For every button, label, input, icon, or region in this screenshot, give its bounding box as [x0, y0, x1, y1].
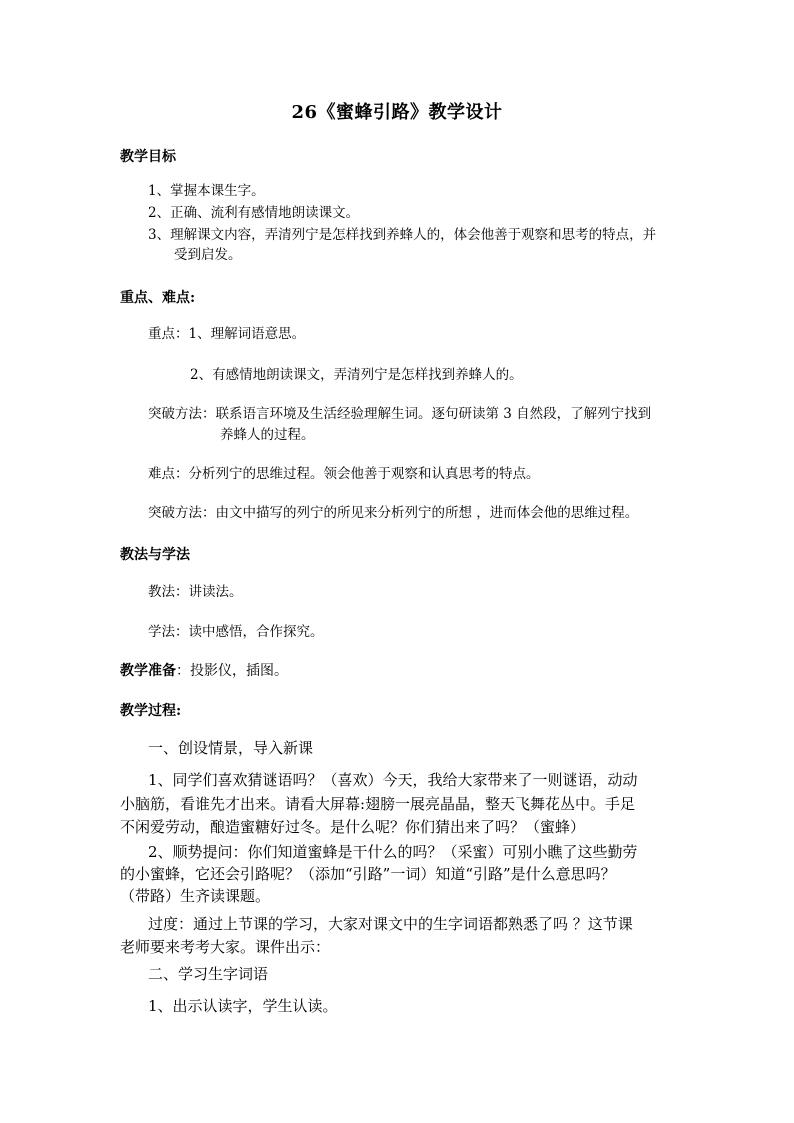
section-2-heading: 二、学习生字词语: [148, 965, 269, 983]
teaching-method: 教法：讲读法。: [148, 584, 243, 600]
key-points-heading: 重点、难点:: [120, 290, 196, 306]
paragraph-3-line-2: 老师要来考考大家。课件出示：: [120, 938, 331, 956]
section-1-heading: 一、创设情景，导入新课: [148, 739, 314, 757]
paragraph-1-line-2: 小脑筋，看谁先才出来。请看大屏幕:翅膀一展亮晶晶，整天飞舞花丛中。手足: [120, 795, 636, 813]
objective-item-3: 3、理解课文内容，弄清列宁是怎样找到养蜂人的，体会他善于观察和思考的特点，并: [148, 227, 657, 243]
paragraph-2-line-1: 2、顺势提问：你们知道蜜蜂是干什么的吗？（采蜜）可别小瞧了这些勤劳: [148, 843, 638, 861]
paragraph-1-line-3: 不闲爱劳动，酿造蜜糖好过冬。是什么呢？你们猜出来了吗？（蜜蜂）: [120, 818, 586, 836]
paragraph-2-line-2: 的小蜜蜂，它还会引路呢？（添加“引路”一词）知道“引路”是什么意思吗？: [120, 865, 616, 883]
objective-item-3-cont: 受到启发。: [174, 247, 242, 263]
paragraph-4: 1、出示认读字，学生认读。: [148, 997, 338, 1015]
focus-point-1: 重点：1、理解词语意思。: [148, 326, 306, 342]
preparation-text: ：投影仪，插图。: [176, 663, 288, 679]
focus-point-2: 2、有感情地朗读课文，弄清列宁是怎样找到养蜂人的。: [190, 367, 523, 383]
methods-heading: 教法与学法: [120, 547, 190, 563]
difficulty-point: 难点：分析列宁的思维过程。领会他善于观察和认真思考的特点。: [148, 466, 540, 482]
paragraph-3-line-1: 过度：通过上节课的学习，大家对课文中的生字词语都熟悉了吗 ？这节课: [148, 915, 633, 933]
preparation-label: 教学准备: [120, 663, 176, 679]
paragraph-1-line-1: 1、同学们喜欢猜谜语吗？（喜欢）今天，我给大家带来了一则谜语，动动: [148, 771, 638, 789]
paragraph-2-line-3: （带路）生齐读课题。: [120, 887, 271, 905]
method-2: 突破方法：由文中描写的列宁的所见来分析列宁的所想 ，进而体会他的思维过程。: [148, 505, 639, 521]
preparation-line: [120, 661, 288, 681]
method-1-line-1: 突破方法：联系语言环境及生活经验理解生词。逐句研读第 3 自然段，了解列宁找到: [148, 406, 652, 422]
method-1-line-2: 养蜂人的过程。: [220, 427, 315, 443]
objective-item-2: 2、正确、流利有感情地朗读课文。: [148, 205, 360, 221]
objectives-heading: 教学目标: [120, 149, 176, 165]
process-heading: 教学过程:: [120, 703, 182, 719]
document-title: 26《蜜蜂引路》教学设计: [291, 102, 503, 123]
objective-item-1: 1、掌握本课生字。: [148, 183, 265, 199]
learning-method: 学法：读中感悟，合作探究。: [148, 624, 324, 640]
